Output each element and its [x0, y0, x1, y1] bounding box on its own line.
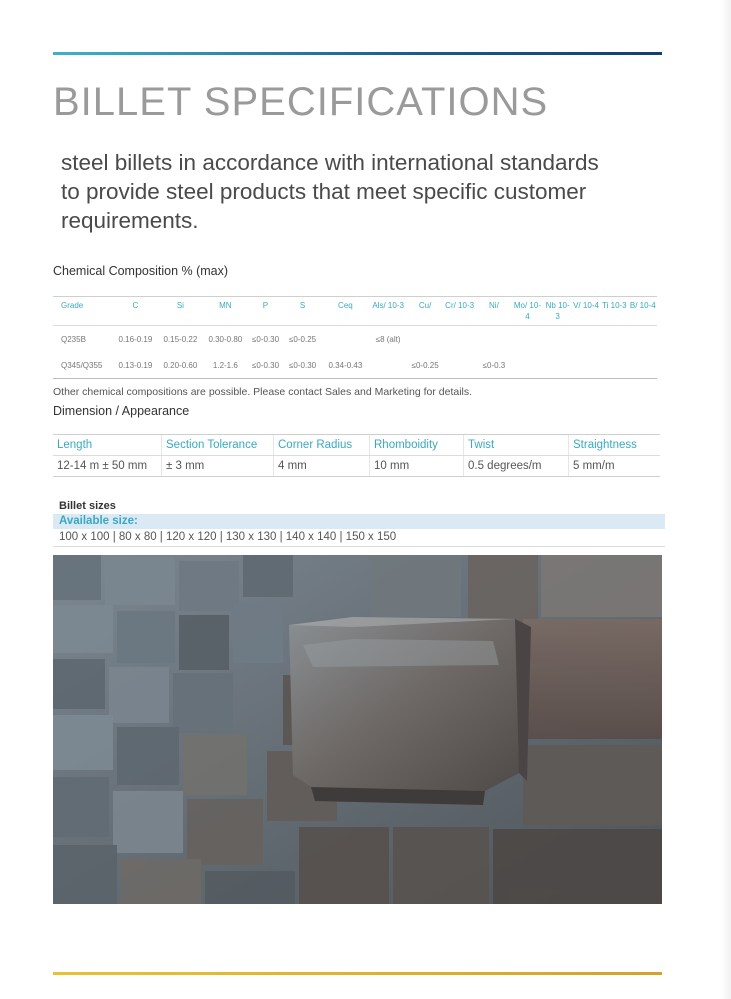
cell-grade: Q235B	[61, 334, 86, 344]
col-cu: Cu/	[407, 297, 442, 326]
cell-cu	[407, 326, 442, 353]
cell-ceq	[322, 326, 369, 353]
col-ceq: Ceq	[322, 297, 369, 326]
available-size-values: 100 x 100 | 80 x 80 | 120 x 120 | 130 x 130 | 140 x 140 | 150 x 150	[59, 531, 397, 543]
page-title: BILLET SPECIFICATIONS	[53, 80, 549, 124]
cell-v	[572, 326, 600, 353]
col-mn: MN	[203, 297, 248, 326]
cell-cr	[443, 352, 477, 379]
cell-mn: 0.30-0.80	[208, 334, 243, 344]
cell-b	[629, 326, 657, 353]
steel-billets-photo	[53, 555, 662, 904]
col-als: Als/ 10-3	[369, 297, 408, 326]
col-straightness: Straightness	[569, 435, 661, 456]
col-v: V/ 10-4	[572, 297, 600, 326]
cell-p: ≤0-0.30	[251, 334, 280, 344]
cell-c: 0.16-0.19	[118, 334, 153, 344]
col-c: C	[113, 297, 158, 326]
cell-straightness: 5 mm/m	[569, 456, 661, 477]
cell-ni: ≤0-0.3	[477, 352, 512, 379]
col-ni: Ni/	[477, 297, 512, 326]
dimension-heading: Dimension / Appearance	[53, 404, 190, 418]
cell-cr	[443, 326, 477, 353]
top-rule	[53, 52, 662, 55]
intro-text: steel billets in accordance with international standards to provide steel products that meet specific customer requirements.	[61, 150, 599, 233]
col-section-tolerance: Section Tolerance	[162, 435, 274, 456]
steel-billets-illustration	[53, 555, 662, 904]
available-size-label: Available size:	[59, 515, 138, 527]
cell-ni	[477, 326, 512, 353]
chemical-composition-table	[53, 296, 657, 379]
cell-ti	[600, 326, 628, 353]
composition-note: Other chemical compositions are possible. Please contact Sales and Marketing for details.	[53, 386, 473, 398]
cell-b	[629, 352, 657, 379]
cell-si: 0.15-0.22	[163, 334, 198, 344]
col-s: S	[283, 297, 322, 326]
col-length: Length	[53, 435, 162, 456]
col-b: B/ 10-4	[629, 297, 657, 326]
col-grade: Grade	[53, 297, 113, 326]
chemical-header-row	[53, 297, 657, 326]
page-edge-shade	[721, 0, 731, 999]
col-cr: Cr/ 10-3	[443, 297, 477, 326]
dimension-table	[53, 434, 660, 477]
cell-twist: 0.5 degrees/m	[464, 456, 569, 477]
cell-s: ≤0-0.25	[289, 334, 317, 344]
cell-nb	[543, 326, 571, 353]
cell-als: ≤8 (alt)	[375, 334, 401, 344]
col-si: Si	[158, 297, 203, 326]
cell-nb	[543, 352, 571, 379]
available-size-bar	[53, 514, 665, 529]
cell-section-tolerance: ± 3 mm	[162, 456, 274, 477]
dimension-header-row	[53, 435, 660, 456]
col-ti: Ti 10-3	[600, 297, 628, 326]
col-rhomboidity: Rhomboidity	[370, 435, 464, 456]
available-size-divider	[53, 546, 665, 547]
cell-als	[369, 352, 408, 379]
cell-si: 0.20-0.60	[158, 352, 203, 379]
cell-v	[572, 352, 600, 379]
col-twist: Twist	[464, 435, 569, 456]
cell-c: 0.13-0.19	[113, 352, 158, 379]
cell-rhomboidity: 10 mm	[370, 456, 464, 477]
cell-ceq: 0.34-0.43	[322, 352, 369, 379]
cell-p: ≤0-0.30	[248, 352, 283, 379]
cell-s: ≤0-0.30	[283, 352, 322, 379]
table-row	[53, 326, 657, 353]
col-nb: Nb 10-3	[543, 297, 571, 326]
cell-grade: Q345/Q355	[53, 352, 113, 379]
cell-corner-radius: 4 mm	[274, 456, 370, 477]
cell-length: 12-14 m ± 50 mm	[53, 456, 162, 477]
cell-mn: 1.2-1.6	[203, 352, 248, 379]
cell-ti	[600, 352, 628, 379]
table-row	[53, 456, 660, 477]
cell-mo	[511, 326, 543, 353]
col-p: P	[248, 297, 283, 326]
billet-sizes-heading: Billet sizes	[59, 500, 116, 512]
cell-mo	[511, 352, 543, 379]
col-mo: Mo/ 10-4	[511, 297, 543, 326]
bottom-rule	[53, 972, 662, 975]
table-row	[53, 352, 657, 379]
cell-cu: ≤0-0.25	[407, 352, 442, 379]
col-corner-radius: Corner Radius	[274, 435, 370, 456]
chemical-heading: Chemical Composition % (max)	[53, 264, 229, 278]
